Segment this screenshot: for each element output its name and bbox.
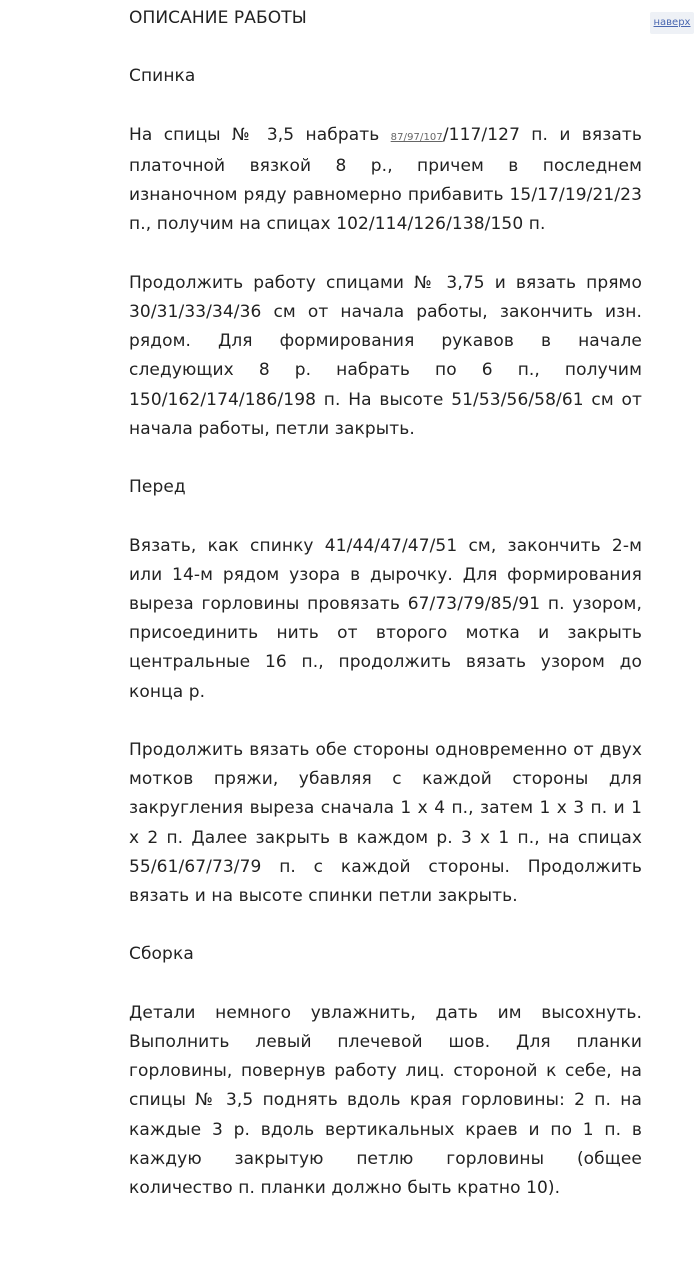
- assembly-paragraph-1: Детали немного увлажнить, дать им высохнуть. Выполнить левый плечевой шов. Для планки горловины, повернув работу лиц. стороной к себе, на спицы № 3,5 поднять вдоль края горловины: 2 п. на каждые 3 р. вдоль вертикальных краев и по 1 п. в каждую закрытую петлю горловины (общее количество п. планки должно быть кратно 10).: [129, 1002, 642, 1198]
- back-paragraph-2: Продолжить работу спицами № 3,75 и вязать прямо 30/31/33/34/36 см от начала работы, закончить изн. рядом. Для формирования рукавов в начале следующих 8 р. набрать по 6 п., получим 150/162/174/186/198 п. На высоте 51/53/56/58/61 см от начала работы, петли закрыть.: [129, 272, 642, 439]
- back-paragraph-1: [129, 121, 642, 240]
- section-heading-front: Перед: [129, 477, 186, 498]
- section-heading-back: Спинка: [129, 66, 196, 87]
- article-content: [129, 4, 642, 1232]
- back-paragraph-1-end: /117/127 п. и вязать платочной вязкой 8 р., причем в последнем изнаночном ряду равномерно прибавить 15/17/19/21/23 п., получим на спицах 102/114/126/138/150 п.: [129, 124, 642, 235]
- page-title: ОПИСАНИЕ РАБОТЫ: [129, 8, 307, 28]
- front-paragraph-1: Вязать, как спинку 41/44/47/47/51 см, закончить 2-м или 14-м рядом узора в дырочку. Для формирования выреза горловины провязать 67/73/79/85/91 п. узором, присоединить нить от второго мотка и закрыть центральные 16 п., продолжить вязать узором до конца р.: [129, 535, 642, 702]
- section-heading-assembly: Сборка: [129, 944, 194, 965]
- back-to-top-link[interactable]: наверх: [650, 12, 694, 34]
- small-stitch-counts-link[interactable]: 87/97/107: [390, 131, 443, 143]
- front-paragraph-2: Продолжить вязать обе стороны одновременно от двух мотков пряжи, убавляя с каждой стороны для закругления выреза сначала 1 х 4 п., затем 1 х 3 п. и 1 х 2 п. Далее закрыть в каждом р. 3 х 1 п., на спицах 55/61/67/73/79 п. с каждой стороны. Продолжить вязать и на высоте спинки петли закрыть.: [129, 739, 642, 906]
- back-paragraph-1-start: На спицы № 3,5 набрать: [129, 124, 391, 145]
